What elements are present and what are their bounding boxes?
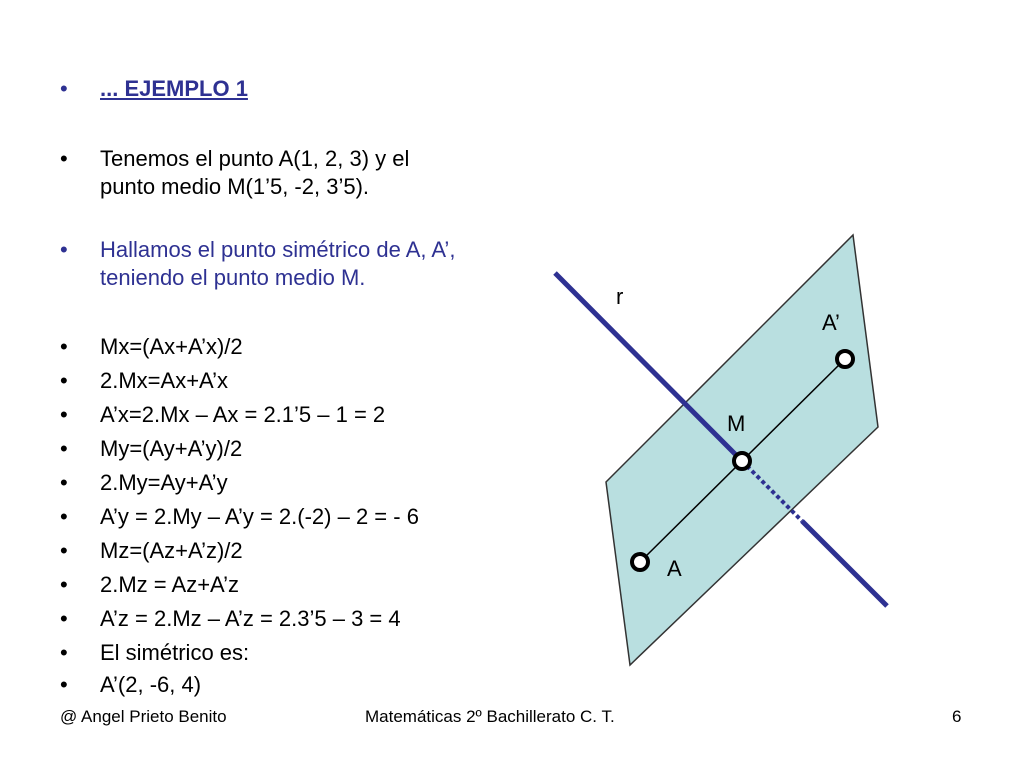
conclusion-text: El simétrico es: [100,640,250,665]
objective-line-2: teniendo el punto medio M. [100,265,366,290]
heading-text: ... EJEMPLO 1 [100,76,248,101]
bullet-marker: • [60,572,68,597]
objective-line-1: Hallamos el punto simétrico de A, A’, [100,237,456,262]
line-r-front [555,273,742,461]
label-m: M [727,411,746,436]
bullet-marker: • [60,538,68,563]
footer-author: @ Angel Prieto Benito [60,707,227,726]
equation-text: A’y = 2.My – A’y = 2.(-2) – 2 = - 6 [100,504,419,529]
bullet-marker: • [60,334,68,359]
bullet-marker: • [60,436,68,461]
bullet-marker: • [60,146,68,171]
point-m [734,453,750,469]
bullet-list [0,0,560,700]
label-a-prime: A’ [822,310,840,335]
bullet-marker: • [60,606,68,631]
equation-text: A’x=2.Mx – Ax = 2.1’5 – 1 = 2 [100,402,386,427]
footer-course: Matemáticas 2º Bachillerato C. T. [365,707,615,726]
result-text: A’(2, -6, 4) [100,672,202,697]
bullet-marker: • [60,76,68,101]
bullet-marker: • [60,402,68,427]
plane [606,235,878,665]
statement-line-1: Tenemos el punto A(1, 2, 3) y el [100,146,410,171]
label-r: r [616,284,624,309]
bullet-marker: • [60,640,68,665]
bullet-marker: • [60,504,68,529]
line-r-back [802,521,887,606]
symmetry-diagram [540,220,900,670]
equation-text: My=(Ay+A’y)/2 [100,436,243,461]
equation-text: 2.Mx=Ax+A’x [100,368,228,393]
label-a: A [667,556,682,581]
footer-page-number: 6 [952,707,962,726]
equation-text: 2.Mz = Az+A’z [100,572,239,597]
statement-line-2: punto medio M(1’5, -2, 3’5). [100,174,370,199]
bullet-marker: • [60,672,68,697]
equation-text: Mz=(Az+A’z)/2 [100,538,243,563]
point-a-prime [837,351,853,367]
equation-text: Mx=(Ax+A’x)/2 [100,334,243,359]
bullet-marker: • [60,368,68,393]
equation-text: 2.My=Ay+A’y [100,470,228,495]
point-a [632,554,648,570]
bullet-marker: • [60,237,68,262]
bullet-marker: • [60,470,68,495]
equation-text: A’z = 2.Mz – A’z = 2.3’5 – 3 = 4 [100,606,401,631]
